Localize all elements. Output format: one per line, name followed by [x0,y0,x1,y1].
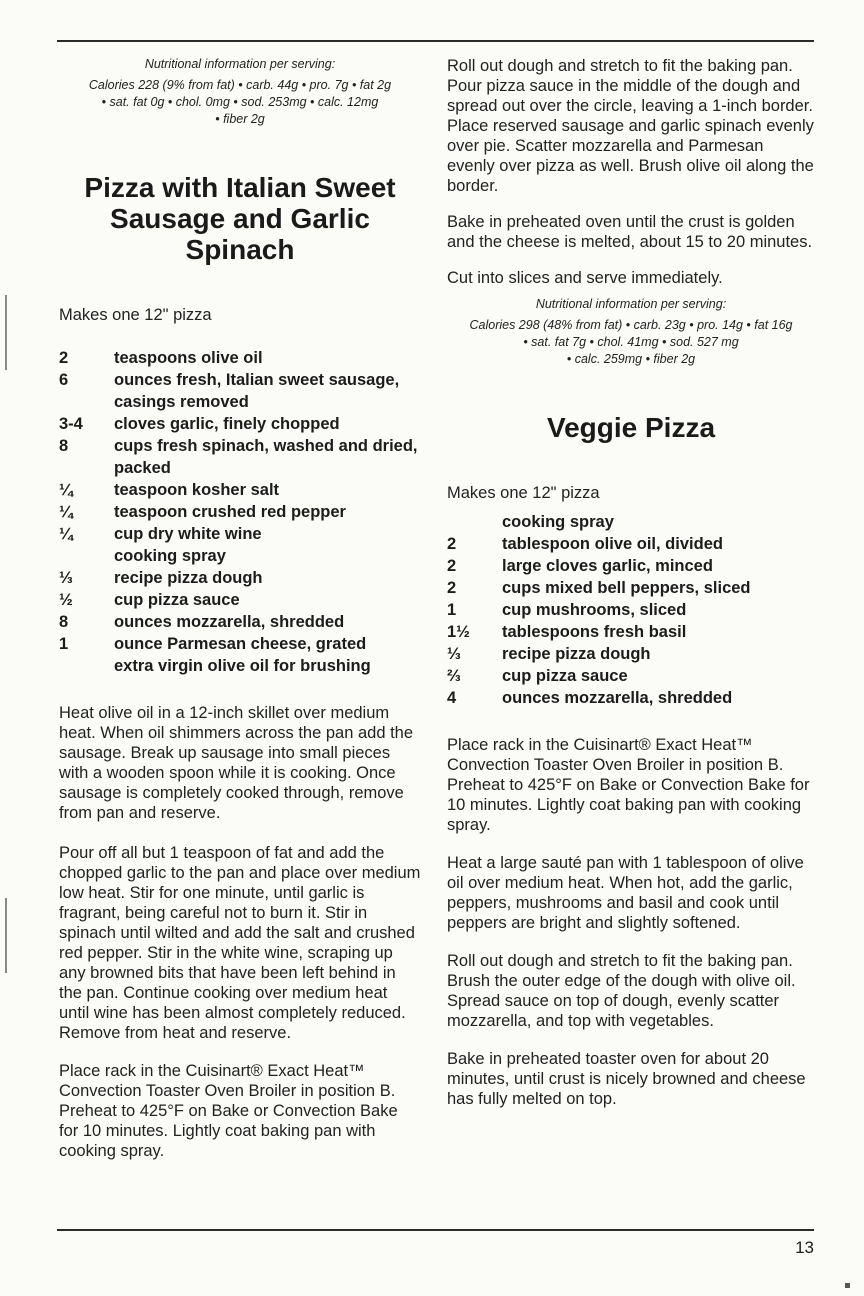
ingredient-row [447,665,815,687]
ingredient-qty: ⅓ [447,645,461,663]
nutrition-info [59,56,421,128]
instruction-paragraph: Pour off all but 1 teaspoon of fat and add the chopped garlic to the pan and place over medium low heat. Stir for one minute, until garlic is fragrant, being careful not to burn it. Stir in spinach until wilted and add the salt and crushed red pepper. Stir in the white wine, scraping up any browned bits that have been left behind in the pan. Continue cooking over medium heat until wine has been almost completely reduced. Remove from heat and reserve. [59,844,421,1042]
instruction-paragraph: Cut into slices and serve immediately. [447,269,723,287]
instruction-paragraph: Roll out dough and stretch to fit the baking pan. Brush the outer edge of the dough with olive oil. Spread sauce on top of dough, evenly scatter mozzarella, and top with vegetables. [447,952,796,1030]
ingredient-qty: 8 [59,613,69,631]
ingredient-item: recipe pizza dough [502,645,651,663]
ingredient-qty: 8 [59,437,69,455]
ingredient-item: ounces mozzarella, shredded [502,689,733,707]
scan-speck [845,1283,850,1288]
instruction-paragraph: Heat olive oil in a 12-inch skillet over medium heat. When oil shimmers across the pan add the sausage. Break up sausage into small pieces with a wooden spoon while it is cooking. Once sausage is completely cooked through, remove from pan and reserve. [59,704,414,822]
ingredient-item: large cloves garlic, minced [502,557,713,575]
instruction-paragraph: Heat a large sauté pan with 1 tablespoon of olive oil over medium heat. When hot, add the garlic, peppers, mushrooms and basil and cook until peppers are bright and slightly softened. [447,854,804,932]
ingredient-qty: ½ [59,591,73,609]
right-column [447,56,815,1109]
ingredient-item: tablespoon olive oil, divided [502,535,723,553]
ingredient-item: cooking spray [502,513,614,531]
nutrition-line: Calories 298 (48% from fat) • carb. 23g • pro. 14g • fat 16g [469,318,793,332]
nutrition-line: • calc. 259mg • fiber 2g [566,352,696,366]
recipe-yield: Makes one 12" pizza [447,484,600,502]
ingredient-qty: ¼ [59,525,73,543]
ingredient-qty: 2 [59,349,69,367]
ingredient-row [59,611,421,633]
ingredient-qty: ¼ [59,481,73,499]
ingredient-qty [447,511,502,533]
ingredient-item: extra virgin olive oil for brushing [114,657,371,675]
ingredient-row [59,501,421,523]
ingredient-item: tablespoons fresh basil [502,623,687,641]
ingredient-row [447,643,815,665]
ingredient-item: teaspoon crushed red pepper [114,503,346,521]
ingredient-row [59,347,421,369]
nutrition-line: • sat. fat 7g • chol. 41mg • sod. 527 mg [523,335,739,349]
nutrition-line: • fiber 2g [215,112,265,126]
top-rule [57,40,814,42]
ingredient-qty: 2 [447,557,457,575]
instruction-paragraph: Place rack in the Cuisinart® Exact Heat™ Convection Toaster Oven Broiler in position B. Preheat to 425°F on Bake or Convection Bake for 10 minutes. Lightly coat baking pan with cooking spray. [447,736,810,834]
recipe-title: Veggie Pizza [546,412,716,443]
ingredient-row [59,655,421,677]
ingredient-row [447,599,815,621]
ingredient-item: ounce Parmesan cheese, grated [114,635,367,653]
ingredient-qty: 2 [447,535,457,553]
bottom-rule [57,1229,814,1231]
ingredient-qty: 3-4 [59,415,83,433]
recipe-title [59,172,421,265]
nutrition-info [447,296,815,368]
ingredient-item: teaspoon kosher salt [114,481,280,499]
recipe-title-line: Pizza with Italian Sweet [84,172,396,203]
ingredient-item: cup mushrooms, sliced [502,601,687,619]
ingredient-item: cups mixed bell peppers, sliced [502,579,751,597]
ingredient-row [59,479,421,501]
ingredient-list [59,347,421,677]
instruction-paragraph: Roll out dough and stretch to fit the baking pan. Pour pizza sauce in the middle of the dough and spread out over the circle, leaving a 1-inch border. Place reserved sausage and garlic spinach evenly over pie. Scatter mozzarella and Parmesan evenly over pizza as well. Brush olive oil along the border. [447,57,814,195]
ingredient-row [447,577,815,599]
ingredient-qty [59,655,114,677]
ingredient-row [59,545,421,567]
ingredient-row [447,511,815,533]
ingredient-item: cloves garlic, finely chopped [114,415,340,433]
ingredient-qty: ⅓ [59,569,73,587]
ingredient-item: ounces mozzarella, shredded [114,613,345,631]
ingredient-qty: 1½ [447,623,470,641]
instruction-paragraph: Bake in preheated toaster oven for about 20 minutes, until crust is nicely browned and cheese has fully melted on top. [447,1050,806,1108]
ingredient-item: teaspoons olive oil [114,349,263,367]
ingredient-row [447,555,815,577]
ingredient-list [447,511,815,709]
recipe-title-line: Spinach [185,234,295,265]
ingredient-row [447,621,815,643]
ingredient-qty: 1 [447,601,457,619]
ingredient-qty: 1 [59,635,69,653]
ingredient-row [59,589,421,611]
ingredient-qty: ¼ [59,503,73,521]
ingredient-row [59,567,421,589]
recipe-title-line: Sausage and Garlic [110,203,370,234]
ingredient-qty: 4 [447,689,457,707]
ingredient-qty: ⅔ [447,667,461,685]
page-number: 13 [795,1238,814,1257]
instruction-paragraph: Place rack in the Cuisinart® Exact Heat™ Convection Toaster Oven Broiler in position B. Preheat to 425°F on Bake or Convection Bake for 10 minutes. Lightly coat baking pan with cooking spray. [59,1062,398,1160]
ingredient-row [59,413,421,435]
ingredient-qty: 6 [59,371,69,389]
left-column [59,56,421,1161]
ingredient-item: cooking spray [114,547,226,565]
ingredient-row [447,533,815,555]
recipe-yield: Makes one 12" pizza [59,306,212,324]
binding-mark [5,295,7,370]
ingredient-row [447,687,815,709]
nutrition-line: • sat. fat 0g • chol. 0mg • sod. 253mg • calc. 12mg [101,95,379,109]
ingredient-item: ounces fresh, Italian sweet sausage, casings removed [114,371,400,411]
nutrition-heading: Nutritional information per serving: [535,297,727,311]
ingredient-item: cups fresh spinach, washed and dried, packed [114,437,418,477]
ingredient-row [59,369,421,413]
ingredient-row [59,633,421,655]
ingredient-item: cup pizza sauce [114,591,240,609]
ingredient-item: recipe pizza dough [114,569,263,587]
ingredient-qty: 2 [447,579,457,597]
ingredient-item: cup dry white wine [114,525,262,543]
ingredient-row [59,435,421,479]
ingredient-qty [59,545,114,567]
ingredient-row [59,523,421,545]
ingredient-item: cup pizza sauce [502,667,628,685]
binding-mark [5,898,7,973]
instruction-paragraph: Bake in preheated oven until the crust is golden and the cheese is melted, about 15 to 20 minutes. [447,213,813,251]
nutrition-heading: Nutritional information per serving: [144,57,336,71]
nutrition-line: Calories 228 (9% from fat) • carb. 44g • pro. 7g • fat 2g [88,78,392,92]
